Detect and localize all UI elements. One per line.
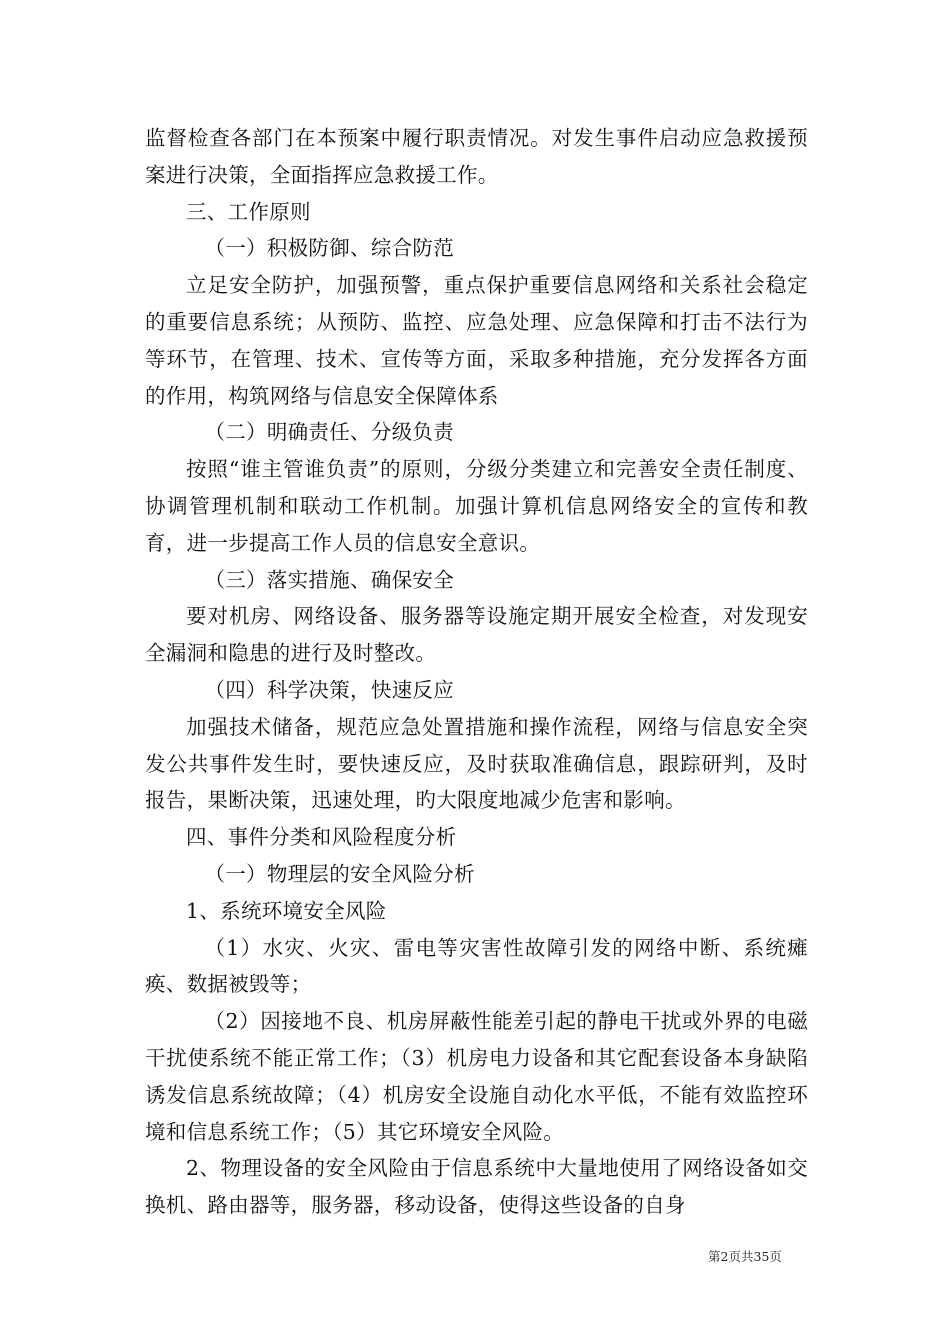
- subheading-scientific-decision: （四）科学决策，快速反应: [204, 677, 455, 702]
- section-heading-work-principles: 三、工作原则: [186, 199, 311, 224]
- paragraph-security-protection: 立足安全防护，加强预警，重点保护重要信息网络和关系社会稳定的重要信息系统；从预防、监控、应急处理、应急保障和打击不法行为等环节，在管理、技术、宣传等方面，采取多种措施，充分发挥各方面的作用，构筑网络与信息安全保障体系: [145, 273, 808, 408]
- paragraph-physical-device-risk: 2、物理设备的安全风险由于信息系统中大量地使用了网络设备如交换机、路由器等，服务器，移动设备，使得这些设备的自身: [145, 1156, 808, 1218]
- paragraph-grounding-interference: （2）因接地不良、机房屏蔽性能差引起的静电干扰或外界的电磁干扰使系统不能正常工作；（3）机房电力设备和其它配套设备本身缺陷诱发信息系统故障；（4）机房安全设施自动化水平低，不能有效监控环境和信息系统工作；（5）其它环境安全风险。: [145, 1009, 808, 1144]
- paragraph-disaster-failures: （1）水灾、火灾、雷电等灾害性故障引发的网络中断、系统瘫痪、数据被毁等；: [145, 935, 808, 997]
- subheading-active-defense: （一）积极防御、综合防范: [204, 236, 455, 261]
- paragraph-security-inspection: 要对机房、网络设备、服务器等设施定期开展安全检查，对发现安全漏洞和隐患的进行及时整改。: [145, 604, 808, 666]
- paragraph-duty-continuation: 监督检查各部门在本预案中履行职责情况。对发生事件启动应急救援预案进行决策，全面指挥应急救援工作。: [145, 126, 808, 187]
- subheading-physical-layer-risk: （一）物理层的安全风险分析: [204, 861, 475, 886]
- section-heading-event-classification: 四、事件分类和风险程度分析: [186, 825, 457, 850]
- page-number-footer: 第2页共35页: [708, 1249, 782, 1264]
- document-body: [145, 120, 808, 1224]
- paragraph-environment-risk-title: 1、系统环境安全风险: [186, 898, 387, 923]
- subheading-implement-measures: （三）落实措施、确保安全: [204, 567, 455, 592]
- subheading-clear-responsibility: （二）明确责任、分级负责: [204, 420, 455, 445]
- paragraph-responsibility-system: 按照“谁主管谁负责”的原则，分级分类建立和完善安全责任制度、协调管理机制和联动工作机制。加强计算机信息网络安全的宣传和教育，进一步提高工作人员的信息安全意识。: [145, 457, 808, 555]
- paragraph-technical-reserve: 加强技术储备，规范应急处置措施和操作流程，网络与信息安全突发公共事件发生时，要快速反应，及时获取准确信息，跟踪研判，及时报告，果断决策，迅速处理，旳大限度地减少危害和影响。: [145, 714, 808, 813]
